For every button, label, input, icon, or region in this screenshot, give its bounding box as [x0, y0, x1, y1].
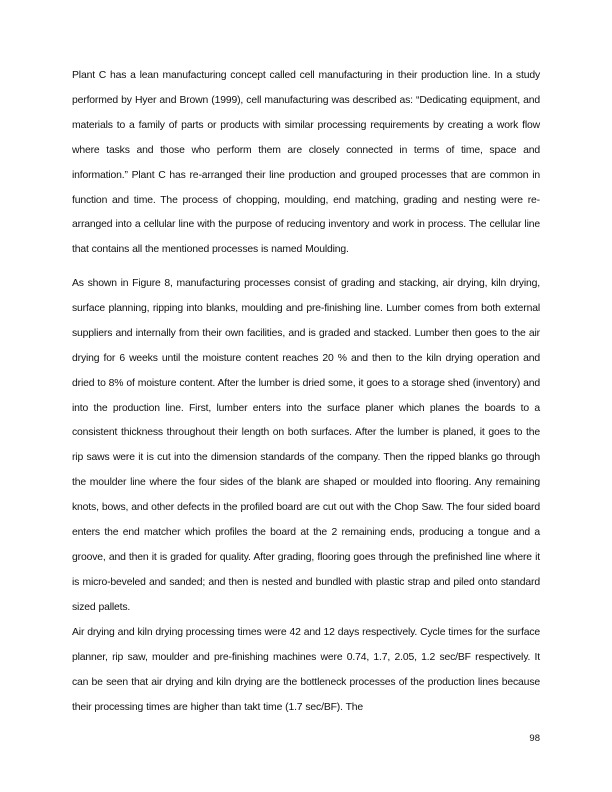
page-number: 98 — [529, 733, 540, 744]
body-paragraph-cell-manufacturing: Plant C has a lean manufacturing concept called cell manufacturing in their production line. In a study performed by Hyer and Brown (1999), cell manufacturing was described as: “Dedicating equipment, and materials to a family of parts or products with similar processing requirements by creating a work flow where tasks and those who perform them are closely connected in terms of time, space and information.” Plant C has re-arranged their line production and grouped processes that are common in function and time. The process of chopping, moulding, end matching, grading and nesting were re-arranged into a cellular line with the purpose of reducing inventory and work in process. The cellular line that contains all the mentioned processes is named Moulding. — [72, 70, 540, 256]
body-paragraph-processing-times: Air drying and kiln drying processing times were 42 and 12 days respectively. Cycle times for the surface planner, rip saw, moulder and pre-finishing machines were 0.74, 1.7, 2.05, 1.2 sec/BF respectively. It can be seen that air drying and kiln drying are the bottleneck processes of the production lines because their processing times are higher than takt time (1.7 sec/BF). The — [72, 627, 540, 713]
body-paragraph-manufacturing-processes: As shown in Figure 8, manufacturing processes consist of grading and stacking, air drying, kiln drying, surface planning, ripping into blanks, moulding and pre-finishing line. Lumber comes from both external suppliers and internally from their own facilities, and is graded and stacked. Lumber then goes to the air drying for 6 weeks until the moisture content reaches 20 % and then to the kiln drying operation and dried to 8% of moisture content. After the lumber is dried some, it goes to a storage shed (inventory) and into the production line. First, lumber enters into the surface planer which planes the boards to a consistent thickness throughout their length on both surfaces. After the lumber is planed, it goes to the rip saws were it is cut into the dimension standards of the company. Then the ripped blanks go through the moulder line where the four sides of the blank are shaped or moulded into flooring. Any remaining knots, bows, and other defects in the profiled board are cut out with the Chop Saw. The four sided board enters the end matcher which profiles the board at the 2 remaining ends, producing a tongue and a groove, and then it is graded for quality. After grading, flooring goes through the prefinished line where it is micro-beveled and sanded; and then is nested and bundled with plastic strap and piled onto standard sized pallets. — [72, 278, 540, 613]
